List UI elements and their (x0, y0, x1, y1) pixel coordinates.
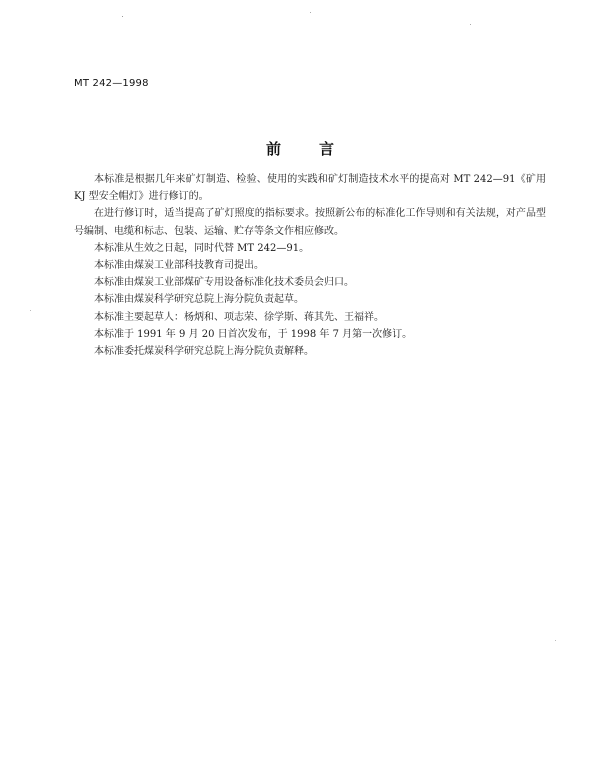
paragraph: 本标准主要起草人：杨炳和、项志荣、徐学斯、蒋其先、王福祥。 (94, 311, 384, 323)
paragraph: 本标准由煤炭工业部煤矿专用设备标准化技术委员会归口。 (94, 277, 354, 289)
paragraph: 本标准于 1991 年 9 月 20 日首次发布，于 1998 年 7 月第一次修订。 (94, 328, 413, 340)
paragraph: 本标准是根据几年来矿灯制造、检验、使用的实践和矿灯制造技术水平的提高对 MT 242—91《矿用 KJ 型安全帽灯》进行修订的。 (74, 174, 546, 203)
paragraph: 本标准由煤炭科学研究总院上海分院负责起草。 (94, 294, 304, 306)
paragraph: 本标准委托煤炭科学研究总院上海分院负责解释。 (94, 346, 314, 358)
section-title: 前言 (265, 140, 372, 158)
paragraph: 本标准由煤炭工业部科技教育司提出。 (94, 260, 264, 272)
paragraph: 本标准从生效之日起，同时代替 MT 242—91。 (94, 242, 310, 254)
paragraph: 在进行修订时，适当提高了矿灯照度的指标要求。按照新公布的标准化工作导则和有关法规，对产品型号编制、电缆和标志、包装、运输、贮存等条文作相应修改。 (74, 208, 546, 237)
foreword-body (74, 171, 546, 360)
standard-code-header: MT 242—1998 (74, 78, 149, 89)
